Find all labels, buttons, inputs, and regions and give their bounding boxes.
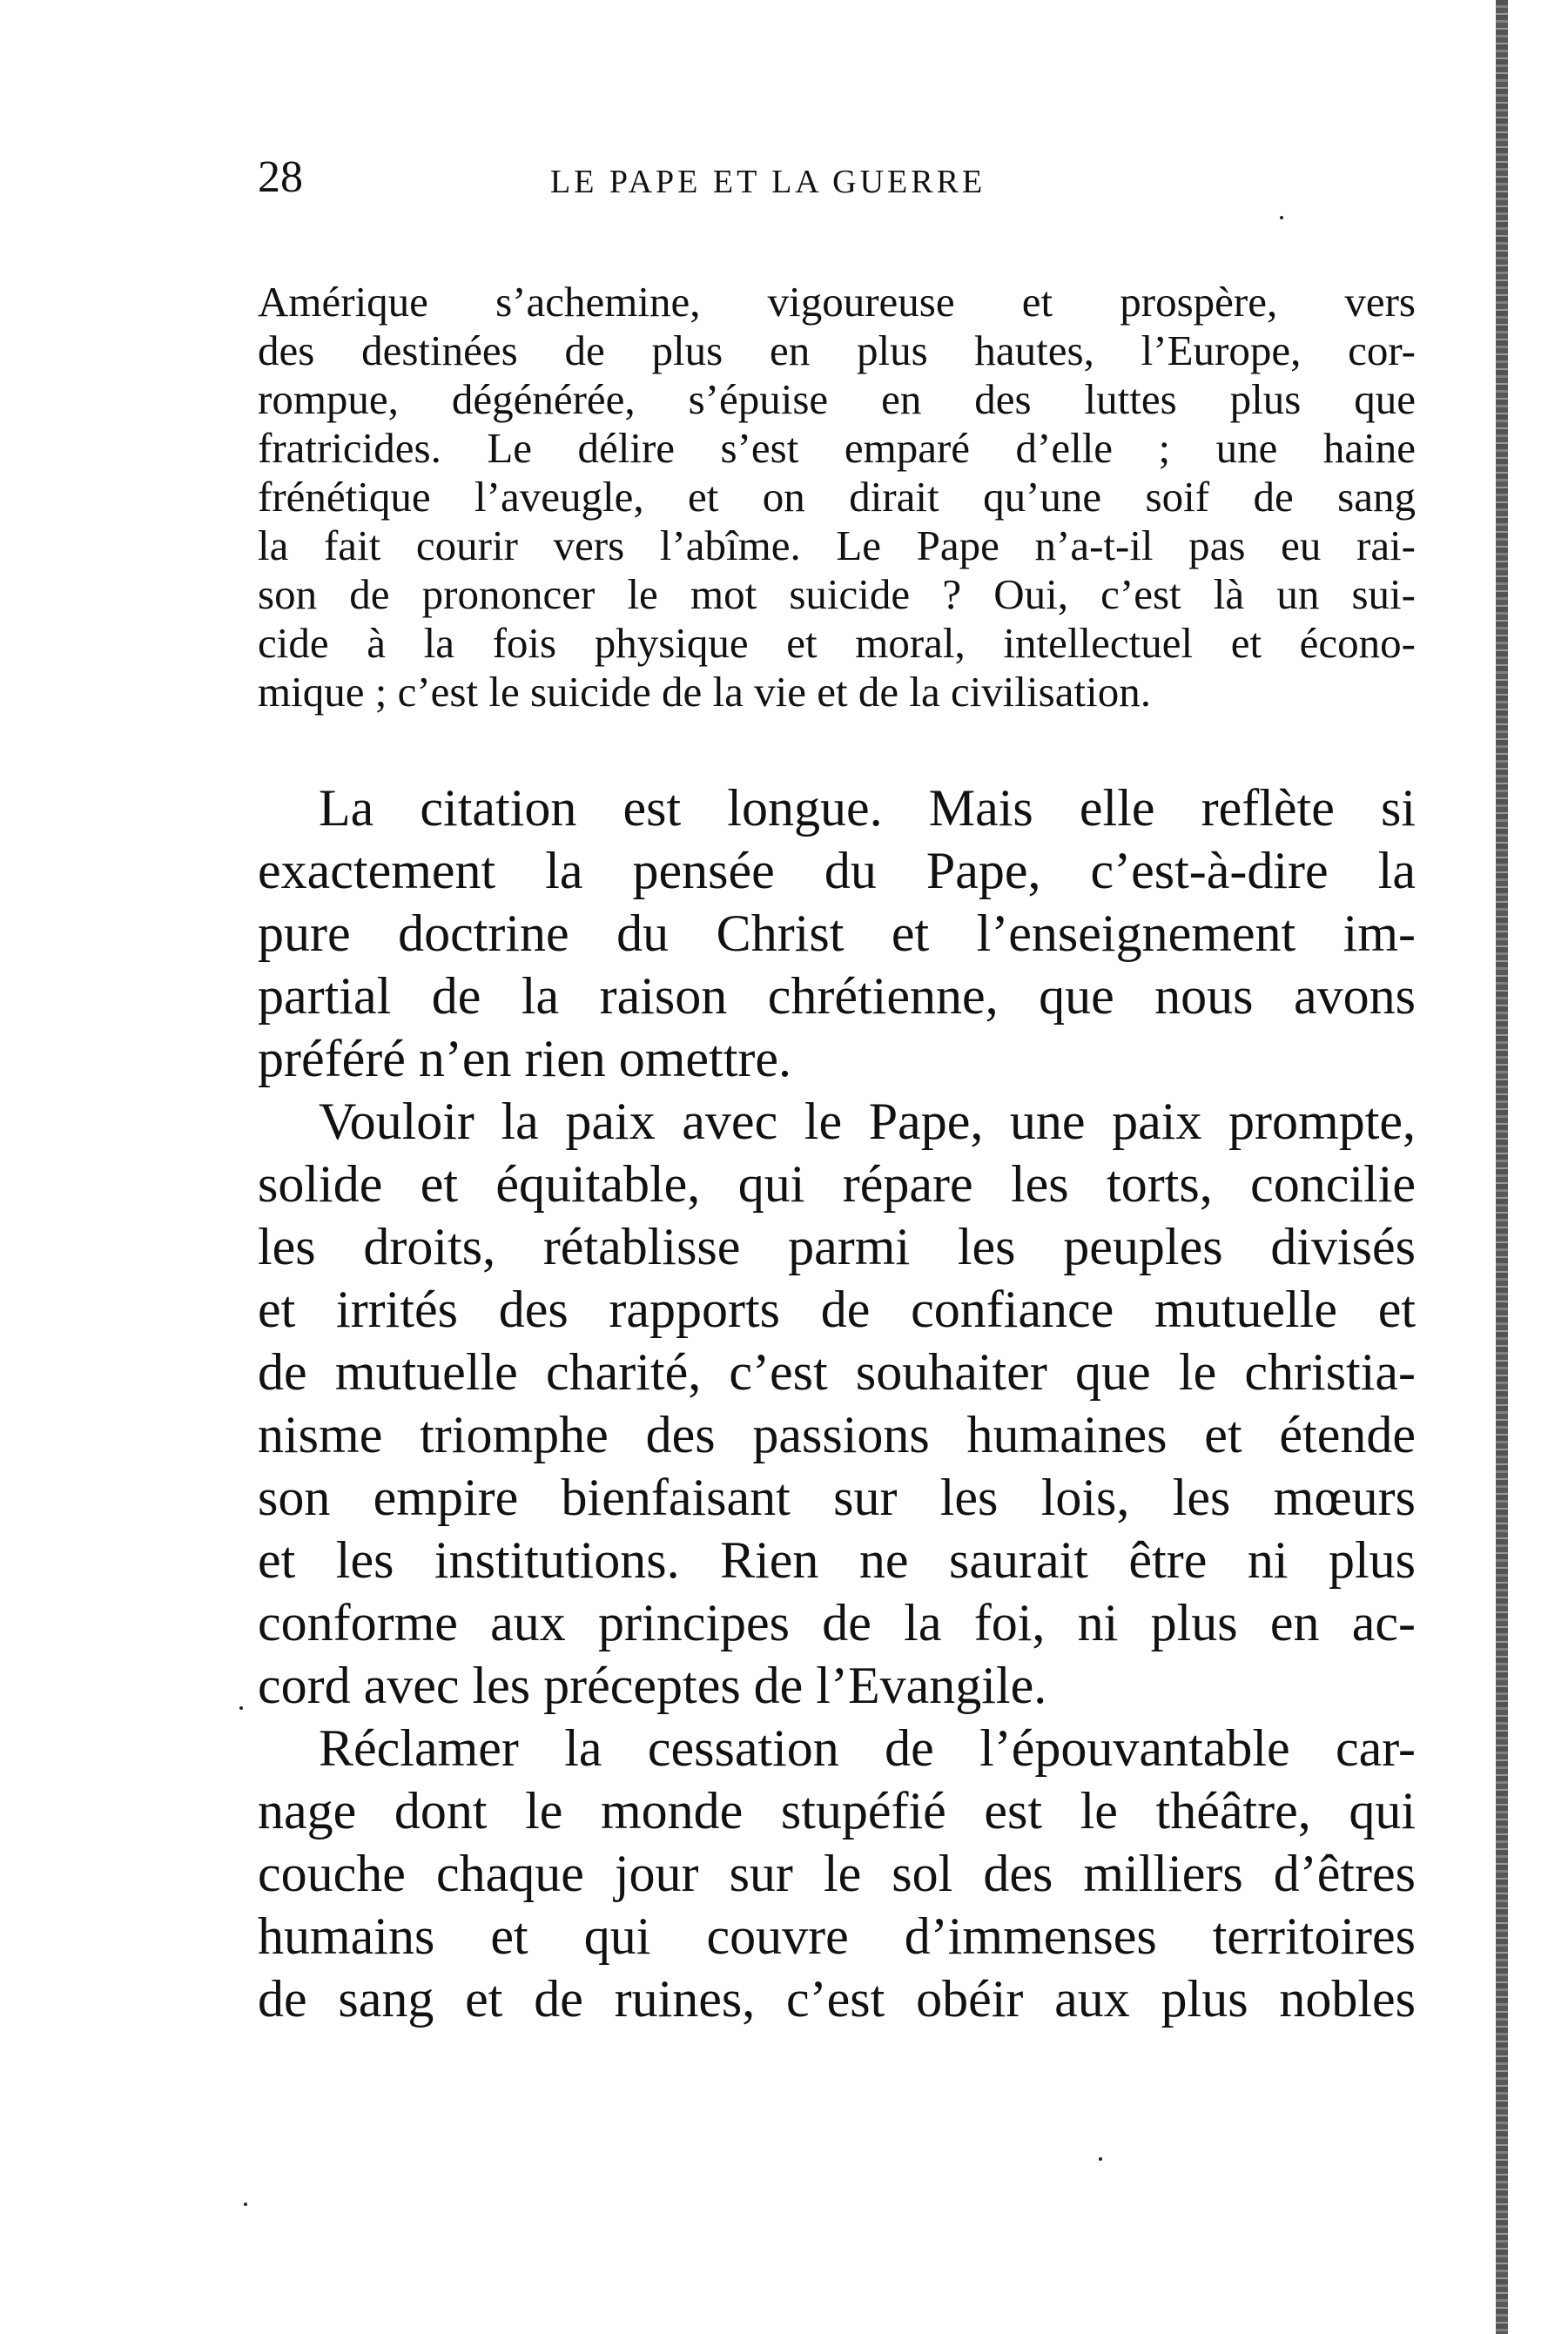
scan-speck bbox=[239, 1706, 243, 1710]
paragraph-line: préféré n’en rien omettre. bbox=[258, 1030, 791, 1087]
paragraph-line: son empire bienfaisant sur les lois, les mœurs bbox=[258, 1469, 1416, 1526]
paragraph-line: nage dont le monde stupéfié est le théâtre, qui bbox=[258, 1782, 1416, 1840]
quote-line: la fait courir vers l’abîme. Le Pape n’a-t-il pas eu rai- bbox=[258, 521, 1416, 569]
paragraph-line: conforme aux principes de la foi, ni plus en ac- bbox=[258, 1594, 1416, 1651]
paragraph-line: de mutuelle charité, c’est souhaiter que le christia- bbox=[258, 1343, 1416, 1401]
quote-line: fratricides. Le délire s’est emparé d’elle ; une haine bbox=[258, 424, 1416, 472]
paragraph-line: exactement la pensée du Pape, c’est-à-dire la bbox=[258, 842, 1416, 899]
paragraph-line: solide et équitable, qui répare les torts, concilie bbox=[258, 1155, 1416, 1213]
paragraph-line: nisme triomphe des passions humaines et étende bbox=[258, 1406, 1416, 1463]
paragraph-line: et les institutions. Rien ne saurait être ni plus bbox=[258, 1531, 1416, 1589]
scan-speck bbox=[244, 2203, 247, 2206]
paragraph-line: cord avec les préceptes de l’Evangile. bbox=[258, 1657, 1047, 1714]
quote-line: cide à la fois physique et moral, intellectuel et écono- bbox=[258, 619, 1416, 667]
paragraph-line: les droits, rétablisse parmi les peuples divisés bbox=[258, 1218, 1416, 1275]
scan-edge-strip bbox=[1496, 0, 1508, 2334]
quote-line: frénétique l’aveugle, et on dirait qu’une soif de sang bbox=[258, 473, 1416, 521]
paragraph-line: couche chaque jour sur le sol des milliers d’êtres bbox=[258, 1845, 1416, 1902]
paragraph-line: Vouloir la paix avec le Pape, une paix prompte, bbox=[319, 1093, 1416, 1150]
paragraph-line: de sang et de ruines, c’est obéir aux plus nobles bbox=[258, 1970, 1416, 2028]
scan-speck bbox=[1099, 2157, 1102, 2161]
quote-line: mique ; c’est le suicide de la vie et de la civilisation. bbox=[258, 668, 1151, 716]
scan-speck bbox=[1280, 216, 1283, 219]
running-title: LE PAPE ET LA GUERRE bbox=[550, 164, 986, 200]
paragraph-line: humains et qui couvre d’immenses territoires bbox=[258, 1907, 1416, 1965]
quote-line: Amérique s’achemine, vigoureuse et prospère, vers bbox=[258, 278, 1416, 326]
quote-line: rompue, dégénérée, s’épuise en des luttes plus que bbox=[258, 375, 1416, 423]
paragraph-line: Réclamer la cessation de l’épouvantable car- bbox=[319, 1719, 1416, 1777]
paragraph-line: pure doctrine du Christ et l’enseignement im- bbox=[258, 905, 1416, 962]
paragraph-line: partial de la raison chrétienne, que nous avons bbox=[258, 967, 1416, 1025]
paragraph-line: et irrités des rapports de confiance mutuelle et bbox=[258, 1281, 1416, 1338]
quote-line: son de prononcer le mot suicide ? Oui, c’est là un sui- bbox=[258, 570, 1416, 618]
quote-line: des destinées de plus en plus hautes, l’Europe, cor- bbox=[258, 326, 1416, 374]
paragraph-line: La citation est longue. Mais elle reflète si bbox=[319, 779, 1416, 837]
page-number: 28 bbox=[258, 152, 303, 202]
